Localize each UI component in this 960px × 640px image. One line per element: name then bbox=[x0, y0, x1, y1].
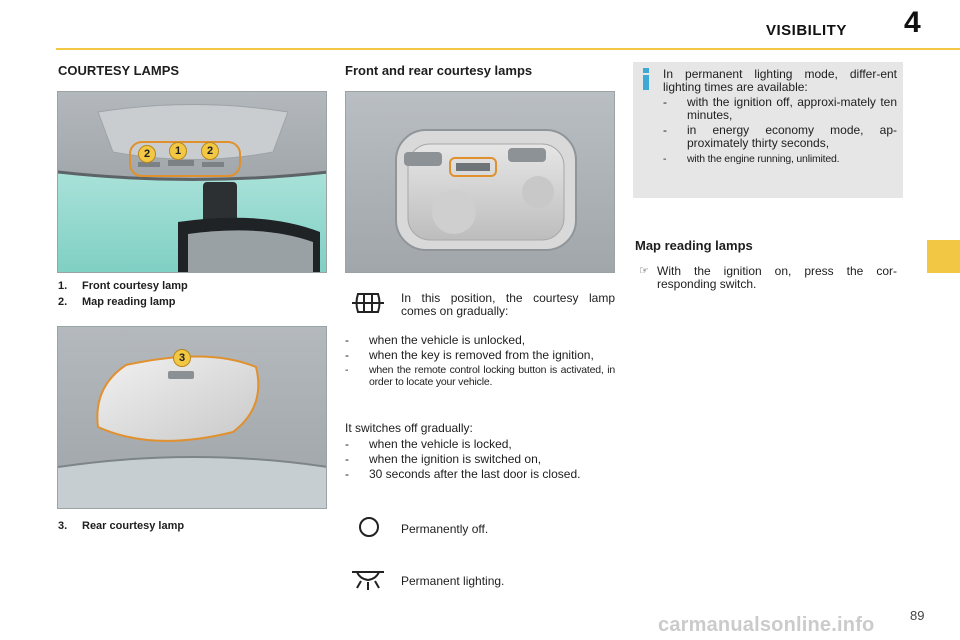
permanently-off-icon bbox=[358, 516, 380, 543]
rear-lamp-illustration bbox=[58, 327, 327, 509]
caption-rear-courtesy bbox=[58, 520, 184, 532]
section-title-front-rear: Front and rear courtesy lamps bbox=[345, 63, 533, 78]
section-title-courtesy-lamps: COURTESY LAMPS bbox=[58, 63, 180, 78]
courtesy-position-icon bbox=[352, 290, 384, 321]
map-reading-instruction bbox=[639, 265, 897, 291]
info-box bbox=[633, 62, 903, 198]
caption-number: 2. bbox=[58, 296, 68, 308]
caption-label: Front courtesy lamp bbox=[82, 280, 188, 292]
callout-badge-1: 1 bbox=[169, 142, 187, 160]
list-item: - when the ignition is switched on, bbox=[345, 453, 615, 466]
caption-label: Map reading lamp bbox=[82, 296, 176, 308]
front-lamps-photo bbox=[57, 91, 327, 273]
list-item: - with the engine running, unlimited. bbox=[663, 152, 897, 166]
chapter-title: VISIBILITY bbox=[766, 22, 847, 39]
watermark: carmanualsonline.info bbox=[658, 614, 875, 636]
list-item: - in energy economy mode, ap-proximately thirty seconds, bbox=[663, 124, 897, 150]
map-reading-text: With the ignition on, press the cor-responding switch. bbox=[657, 264, 897, 291]
permanent-lighting-icon bbox=[352, 568, 384, 597]
info-list bbox=[663, 96, 897, 168]
permanent-lighting-text: Permanent lighting. bbox=[401, 574, 505, 588]
caption-number: 3. bbox=[58, 520, 68, 532]
caption-map-reading bbox=[58, 296, 176, 308]
callout-badge-3: 3 bbox=[173, 349, 191, 367]
pointing-hand-icon: ☞ bbox=[639, 265, 649, 277]
courtesy-lamp-closeup-illustration bbox=[346, 92, 615, 273]
caption-label: Rear courtesy lamp bbox=[82, 520, 185, 532]
section-title-map-reading: Map reading lamps bbox=[635, 238, 753, 253]
courtesy-on-list bbox=[345, 334, 615, 390]
callout-badge-2-left: 2 bbox=[138, 145, 156, 163]
header-rule bbox=[56, 48, 960, 50]
front-lamps-illustration bbox=[58, 92, 327, 273]
permanently-off-text: Permanently off. bbox=[401, 522, 489, 536]
list-item: - with the ignition off, approxi-mately ten minutes, bbox=[663, 96, 897, 122]
switch-off-intro: It switches off gradually: bbox=[345, 421, 473, 435]
page-number: 89 bbox=[910, 608, 925, 623]
list-item: - when the vehicle is unlocked, bbox=[345, 334, 615, 347]
info-intro: In permanent lighting mode, differ-ent lighting times are available: bbox=[663, 67, 897, 94]
caption-front-courtesy bbox=[58, 280, 188, 292]
info-icon bbox=[639, 68, 653, 90]
courtesy-lamp-closeup-photo bbox=[345, 91, 615, 273]
courtesy-gradual-text: In this position, the courtesy lamp comes on gradually: bbox=[401, 291, 615, 318]
rear-lamp-photo bbox=[57, 326, 327, 509]
courtesy-off-list bbox=[345, 438, 615, 483]
list-item: - when the key is removed from the ignition, bbox=[345, 349, 615, 362]
chapter-number: 4 bbox=[904, 6, 921, 39]
callout-badge-2-right: 2 bbox=[201, 142, 219, 160]
list-item: - 30 seconds after the last door is closed. bbox=[345, 468, 615, 481]
list-item: - when the remote control locking button is activated, in order to locate your vehicle. bbox=[345, 364, 615, 388]
caption-number: 1. bbox=[58, 280, 68, 292]
chapter-tab bbox=[927, 240, 960, 273]
list-item: - when the vehicle is locked, bbox=[345, 438, 615, 451]
